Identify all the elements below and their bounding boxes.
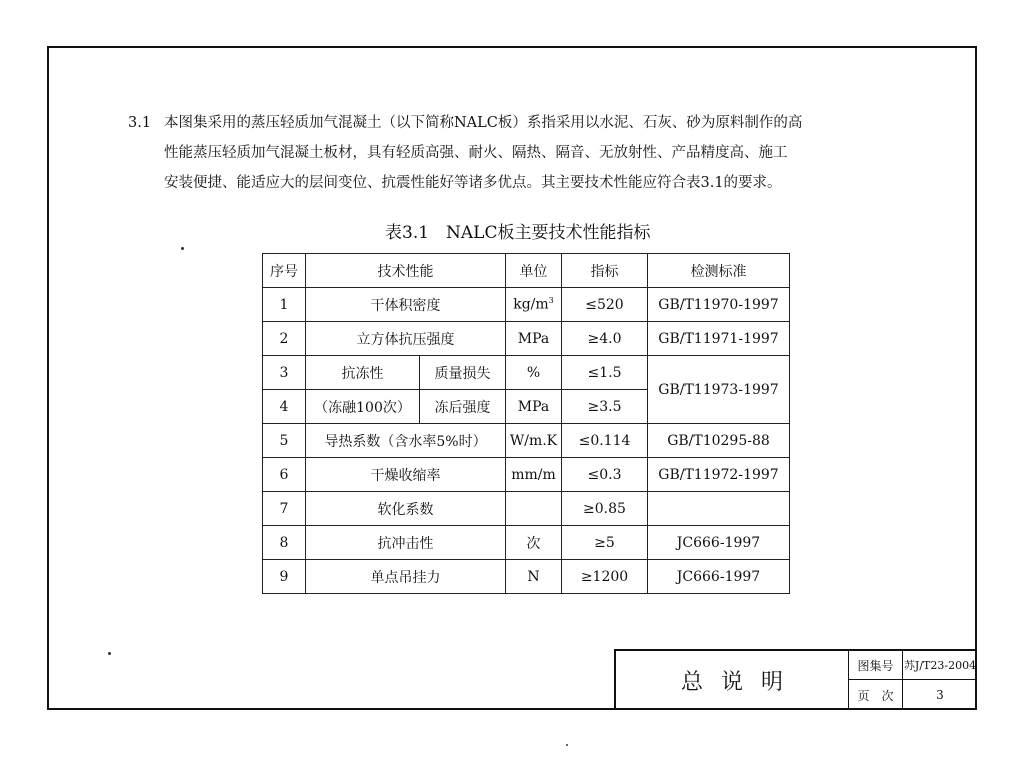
cell-index: ≤0.3 [562,458,648,492]
cell-standard: GB/T11970-1997 [648,288,790,322]
cell-seq: 3 [263,356,306,390]
table-caption: 表3.1 NALC板主要技术性能指标 [385,223,651,243]
title-block [614,649,977,710]
cell-seq: 4 [263,390,306,424]
cell-property: 干燥收缩率 [306,458,506,492]
cell-standard [648,492,790,526]
cell-property-sub: 质量损失 [420,356,506,390]
cell-seq: 1 [263,288,306,322]
cell-seq: 6 [263,458,306,492]
cell-index: ≥3.5 [562,390,648,424]
cell-property: 立方体抗压强度 [306,322,506,356]
cell-standard: GB/T11971-1997 [648,322,790,356]
cell-property: 软化系数 [306,492,506,526]
cell-seq: 8 [263,526,306,560]
cell-index: ≤520 [562,288,648,322]
table-row [263,322,790,356]
drawing-title: 总说明 [616,651,849,710]
cell-property: 干体积密度 [306,288,506,322]
table-row [263,526,790,560]
cell-unit [506,492,562,526]
cell-unit: % [506,356,562,390]
cell-standard: GB/T10295-88 [648,424,790,458]
cell-unit: MPa [506,322,562,356]
cell-property: 导热系数（含水率5%时） [306,424,506,458]
unit-superscript: 3 [548,296,554,306]
cell-property-group: （冻融100次） [306,390,420,424]
cell-property: 抗冲击性 [306,526,506,560]
cell-unit: mm/m [506,458,562,492]
cell-index: ≥0.85 [562,492,648,526]
scan-speck [181,247,184,250]
table-row [263,424,790,458]
cell-property-group: 抗冻性 [306,356,420,390]
unit-base: kg/m [513,296,549,313]
header-seq: 序号 [263,254,306,288]
header-property: 技术性能 [306,254,506,288]
cell-unit: N [506,560,562,594]
header-unit: 单位 [506,254,562,288]
cell-index: ≥5 [562,526,648,560]
paragraph-line-3: 安装便捷、能适应大的层间变位、抗震性能好等诸多优点。其主要技术性能应符合表3.1的要求。 [164,175,782,191]
scan-speck [108,652,111,655]
header-standard: 检测标准 [648,254,790,288]
scan-speck [566,744,568,746]
cell-standard: JC666-1997 [648,526,790,560]
cell-standard: JC666-1997 [648,560,790,594]
table-row [263,356,790,390]
atlas-number-value: 苏J/T23-2004 [903,651,977,680]
cell-seq: 9 [263,560,306,594]
cell-unit: 次 [506,526,562,560]
table-header-row [263,254,790,288]
cell-unit [506,288,562,322]
cell-standard: GB/T11973-1997 [648,356,790,424]
cell-seq: 5 [263,424,306,458]
table-row [263,560,790,594]
header-index: 指标 [562,254,648,288]
cell-index: ≥4.0 [562,322,648,356]
page-label: 页 次 [849,680,903,710]
table-row [263,458,790,492]
cell-standard: GB/T11972-1997 [648,458,790,492]
intro-paragraph [128,108,908,198]
cell-property: 单点吊挂力 [306,560,506,594]
cell-index: ≤1.5 [562,356,648,390]
atlas-number-label: 图集号 [849,651,903,680]
paragraph-line-1: 本图集采用的蒸压轻质加气混凝土（以下简称NALC板）系指采用以水泥、石灰、砂为原料制作的高 [164,115,803,131]
cell-seq: 2 [263,322,306,356]
table-row [263,492,790,526]
page-number: 3 [936,688,944,702]
spec-table [262,253,790,594]
cell-seq: 7 [263,492,306,526]
cell-unit: MPa [506,390,562,424]
cell-index: ≤0.114 [562,424,648,458]
cell-unit: W/m.K [506,424,562,458]
cell-index: ≥1200 [562,560,648,594]
table-row [263,288,790,322]
paragraph-number: 3.1 [128,115,152,131]
cell-property-sub: 冻后强度 [420,390,506,424]
paragraph-line-2: 性能蒸压轻质加气混凝土板材，具有轻质高强、耐火、隔热、隔音、无放射性、产品精度高、施工 [164,145,788,161]
